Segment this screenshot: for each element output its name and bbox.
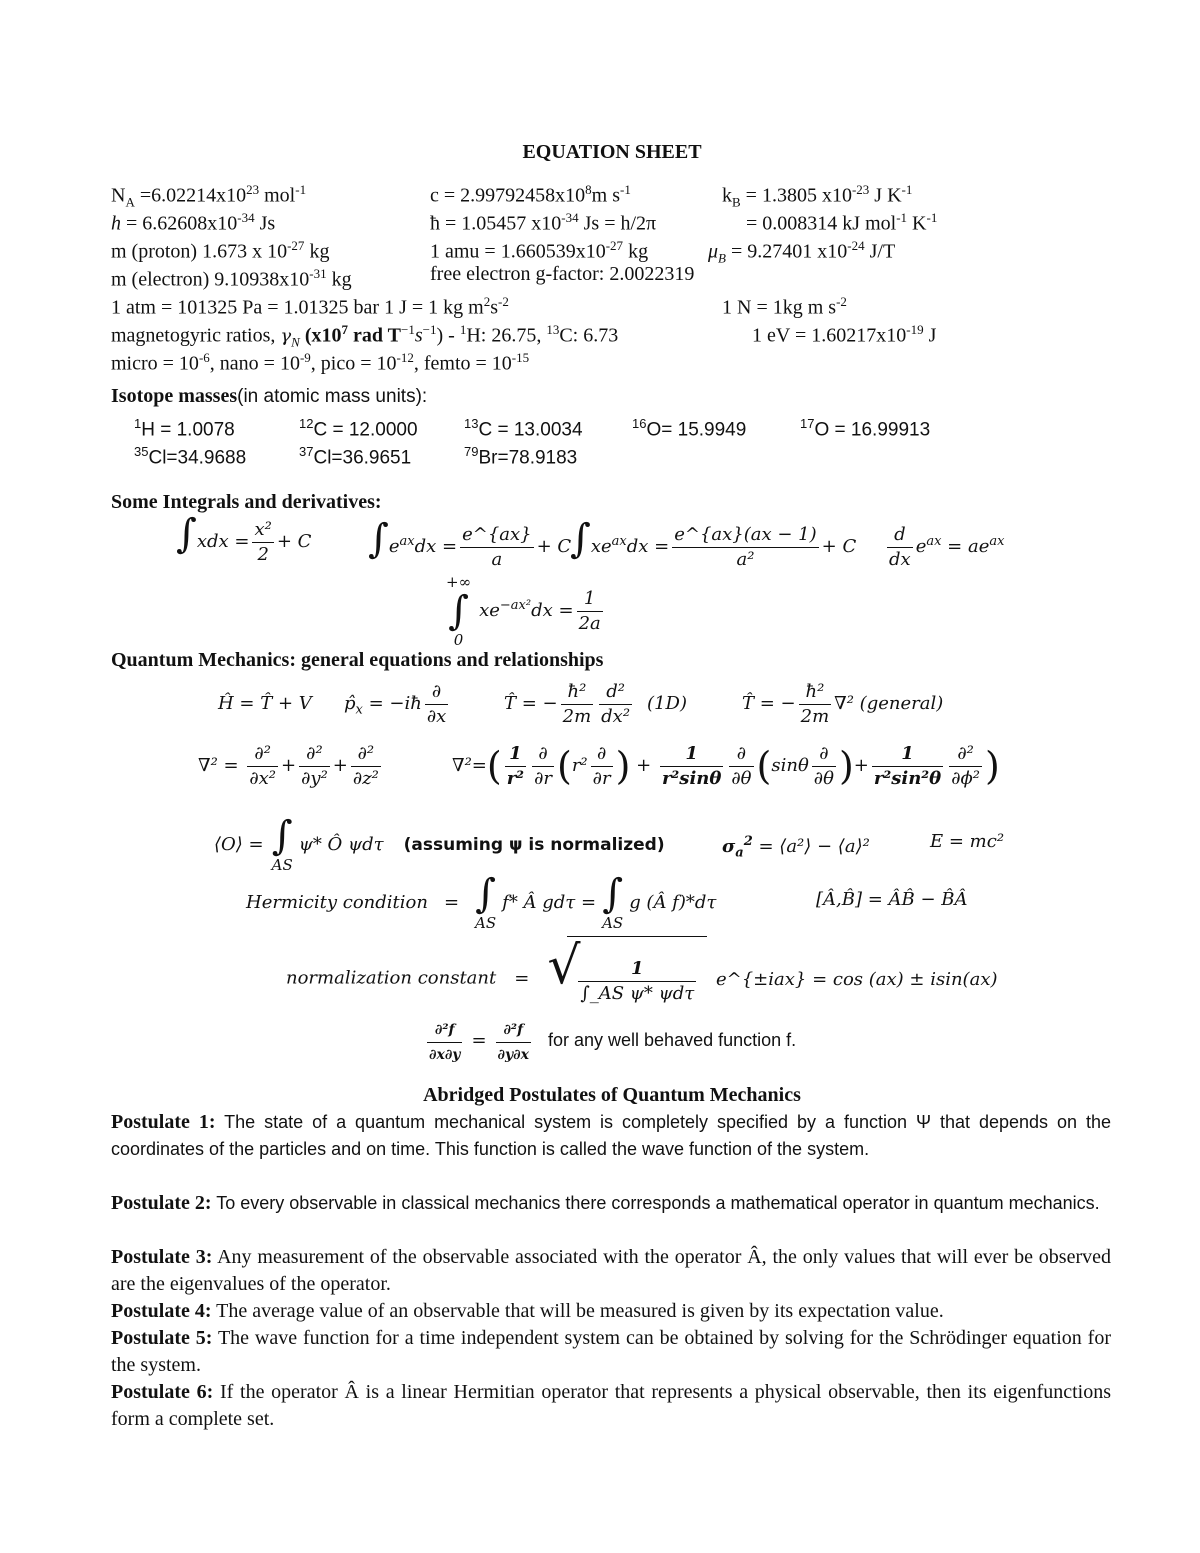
momentum-operator: $p̂_x$ = −iħ $\frac{\partial}{\partial x}$: [344, 680, 447, 727]
postulate-6: Postulate 6: If the operator Â is a linear Hermitian operator that represents a physical observable, then its eigenfunctions form a complete set.: [111, 1381, 1111, 1430]
integral-sign-icon: ∫: [271, 813, 293, 859]
kinetic-1d: T̂ = − $\frac{\text{ħ²}}{2m}$ $\frac{\text{d²}}{\text{dx²}}$ (1D): [504, 680, 687, 727]
gaussian-integral: +∞ ∫ 0 $xe^{-ax^2}dx$ = $\frac{1}{2a}$: [446, 573, 601, 649]
postulate-4: Postulate 4: The average value of an observable that will be measured is given by its expectation value.: [111, 1300, 944, 1322]
magnetogyric-ratios: magnetogyric ratios, $\gamma_N$ ($x10^7$ rad $T^{-1}s^{-1}) - ^1H$: 26.75, $^{13}$C: 6.73: [111, 322, 619, 350]
normalization-constant: normalization constant = √ $\frac{1}{\text{∫\_AS ψ* ψdτ}}$: [286, 936, 707, 1021]
hamiltonian: Ĥ = T̂ + V: [218, 693, 312, 714]
commutator: [Â,B̂] = ÂB̂ − B̂Â: [816, 889, 968, 910]
variance: $\sigma_a^2$ = ⟨a²⟩ − ⟨a⟩²: [722, 834, 870, 861]
laplacian-cartesian: ∇² = $\frac{\text{∂²}}{\text{∂x²}}$ + $\frac{\text{∂²}}{\text{∂y²}}$ + $\frac{\text{∂²}}{\text{∂z²}}$: [198, 742, 379, 789]
integral-x-exp: $\int xe^{ax}dx$ = $\frac{e\^{}\{ax\}(ax - 1)}{\text{a²}}$ + C: [570, 516, 857, 570]
gas-constant: = 0.008314 kJ mol$^{-1}$ $K^{-1}$: [746, 210, 938, 235]
planck-constant: $h = 6.62608x10^{-34}$ Js: [111, 210, 276, 235]
speed-of-light: $c = 2.99792458x10^8m$ $s^{-1}$: [430, 182, 631, 207]
isotope-item: $^{12}$C = 12.0000: [299, 416, 418, 441]
proton-mass: m (proton) 1.673 x $10^{-27}$ kg: [111, 238, 330, 263]
page-title: EQUATION SHEET: [522, 141, 702, 163]
integral-sign-icon: ∫: [475, 871, 497, 917]
isotope-item: $^{79}$Br=78.9183: [464, 444, 578, 469]
qm-heading: Quantum Mechanics: general equations and relationships: [111, 649, 604, 671]
boltzmann-constant: $k_B = 1.3805$ $x10^{-23}$ J $K^{-1}$: [722, 182, 913, 210]
pressure-energy-units: 1 atm = 101325 Pa = 1.01325 bar 1 J = 1 kg $m^2s^{-2}$: [111, 294, 509, 319]
hermiticity-condition: Hermicity condition = ∫ AS f* Â gdτ = ∫ AS g (Â f)*dτ: [246, 871, 717, 932]
integral-sign-icon: ∫: [602, 871, 624, 917]
postulate-5: Postulate 5: The wave function for a time independent system can be obtained by solving for the Schrödinger equation for the system.: [111, 1327, 1111, 1376]
postulate-2: Postulate 2: To every observable in classical mechanics there corresponds a mathematical operator in quantum mechanics.: [111, 1192, 1100, 1214]
atomic-mass-unit: 1 amu = $1.660539x10^{-27}$ kg: [430, 238, 649, 263]
newton-unit: 1 N = 1kg m $s^{-2}$: [722, 294, 847, 319]
integrals-heading: Some Integrals and derivatives:: [111, 491, 382, 513]
reduced-planck-constant: ħ = 1.05457 $x10^{-34}$ Js = h/2π: [430, 210, 657, 235]
expectation-value: ⟨O⟩ = ∫ AS ψ* Ô ψdτ (assuming ψ is normalized): [214, 813, 665, 874]
square-root-icon: √ $\frac{1}{\text{∫\_AS ψ* ψdτ}}$: [547, 936, 707, 1021]
isotope-item: $^{35}$Cl=34.9688: [134, 444, 247, 469]
euler-formula: e^{±iax} = cos (ax) ± isin(ax): [716, 969, 998, 990]
derivative-exp: $\frac{d}{dx}$ $e^{ax} = ae^{ax}$: [889, 523, 1005, 570]
integral-x: ∫xdx = $\frac{\text{x²}}{2}$ + C: [176, 511, 312, 565]
kinetic-general: T̂ = − $\frac{\text{ħ²}}{2m}$ ∇² (general): [742, 680, 944, 727]
isotope-item: $^{17}$O = 16.99913: [800, 416, 931, 441]
postulates-heading: Abridged Postulates of Quantum Mechanics: [423, 1084, 801, 1106]
integral-sign-icon: ∫: [176, 511, 197, 557]
integral-sign-icon: ∫: [570, 516, 591, 562]
electron-mass: m (electron) $9.10938x10^{-31}$ kg: [111, 266, 352, 291]
integral-sign-icon: ∫: [448, 588, 469, 634]
integral-sign-icon: ∫: [368, 516, 389, 562]
isotope-row-2: [134, 440, 577, 470]
postulate-3: Postulate 3: Any measurement of the observable associated with the operator Â, the only values that will ever be observed are the eigenvalues of the operator.: [111, 1246, 1111, 1295]
electron-volt: 1 eV = $1.60217x10^{-19}$ J: [752, 322, 937, 347]
isotope-heading: Isotope masses(in atomic mass units):: [111, 385, 428, 407]
bohr-magneton: $\mu_B = 9.27401$ $x10^{-24}$ J/T: [708, 238, 896, 266]
isotope-row-1: [134, 412, 930, 442]
postulate-1: Postulate 1: The state of a quantum mechanical system is completely specified by a function Ψ that depends on the coordinates of the particles and on time. This function is called the wave function of the system.: [111, 1111, 1111, 1159]
mass-energy: E = mc²: [930, 831, 1005, 852]
mixed-partials: $\frac{\text{∂²f}}{\partial x\partial y}$ = $\frac{\text{∂²f}}{\partial y\partial x}$ for any well behaved function f.: [424, 1016, 796, 1067]
laplacian-spherical: ∇²=( $\frac{1}{\text{r²}}$ $\frac{\partial}{\partial r}$ (r² $\frac{\partial}{\partial r}$ ) + $\frac{1}{\text{r²sinθ}}$ $\frac{\partial}{\partial\theta}$ (sinθ $\frac{\partial}{\partial\theta}$ )+ $\frac{1}{\text{r²sin²θ}}$ $\frac{\text{∂²}}{\text{∂ϕ²}}$ ): [452, 742, 1000, 789]
avogadro-constant: $N_A =6.02214x10^{23}$ mol$^{-1}$: [111, 182, 307, 210]
isotope-item: $^1$H = 1.0078: [134, 416, 235, 441]
isotope-item: $^{37}$Cl=36.9651: [299, 444, 412, 469]
electron-g-factor: free electron g-factor: 2.0022319: [430, 263, 695, 285]
isotope-item: $^{13}$C = 13.0034: [464, 416, 583, 441]
isotope-item: $^{16}$O= 15.9949: [632, 416, 747, 441]
integral-exp: $\int e^{ax}dx$ = $\frac{e\^{}\{ax\}}{a}$ + C: [368, 516, 572, 570]
si-prefixes: micro = $10^{-6}$, nano = $10^{-9}$, pico = $10^{-12}$, femto = $10^{-15}$: [111, 350, 530, 375]
